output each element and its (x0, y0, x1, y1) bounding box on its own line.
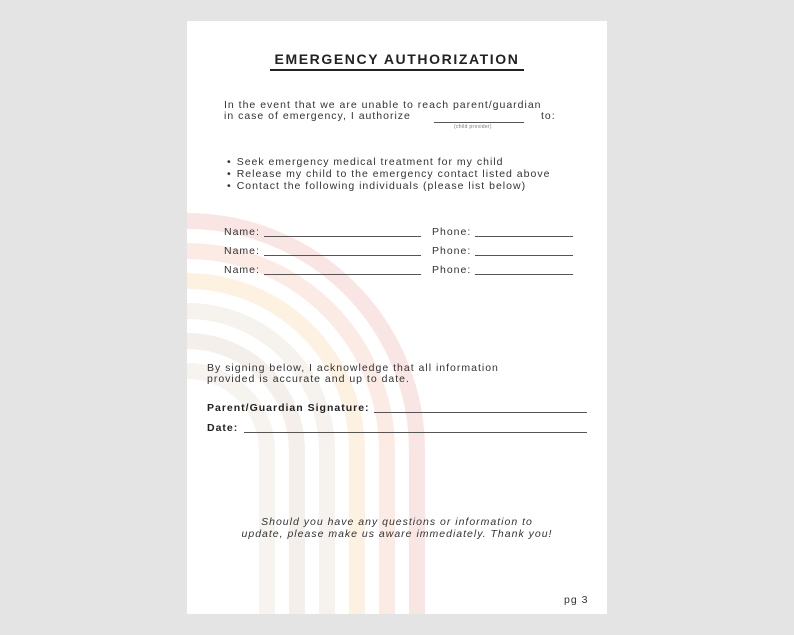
name-label-2: Name: (224, 245, 260, 257)
phone-field-2[interactable] (475, 255, 573, 256)
phone-label-2: Phone: (432, 245, 472, 257)
name-field-2[interactable] (264, 255, 421, 256)
page-title: EMERGENCY AUTHORIZATION (274, 51, 520, 67)
name-label-3: Name: (224, 264, 260, 276)
name-field-1[interactable] (264, 236, 421, 237)
footer-line-1: Should you have any questions or information to (261, 516, 533, 528)
phone-field-3[interactable] (475, 274, 573, 275)
list-item: • Contact the following individuals (please list below) (227, 180, 550, 192)
phone-label-3: Phone: (432, 264, 472, 276)
phone-label-1: Phone: (432, 226, 472, 238)
page-number: pg 3 (564, 594, 589, 606)
child-provider-caption: (child provider) (454, 124, 492, 130)
acknowledgement-line-1: By signing below, I acknowledge that all information (207, 362, 499, 374)
title-underline (270, 69, 524, 71)
acknowledgement-line-2: provided is accurate and up to date. (207, 373, 410, 385)
child-provider-field[interactable] (434, 122, 524, 123)
signature-label: Parent/Guardian Signature: (207, 402, 370, 414)
signature-field[interactable] (374, 412, 587, 413)
intro-to-text: to: (541, 110, 556, 122)
phone-field-1[interactable] (475, 236, 573, 237)
authorization-list (227, 156, 550, 192)
list-item: • Seek emergency medical treatment for my child (227, 156, 550, 168)
name-field-3[interactable] (264, 274, 421, 275)
form-page (187, 21, 607, 614)
intro-text-line-2: in case of emergency, I authorize (224, 110, 411, 122)
name-label-1: Name: (224, 226, 260, 238)
list-item: • Release my child to the emergency contact listed above (227, 168, 550, 180)
footer-line-2: update, please make us aware immediately. Thank you! (241, 528, 553, 540)
date-label: Date: (207, 422, 239, 434)
intro-text-line-1: In the event that we are unable to reach parent/guardian (224, 99, 542, 111)
date-field[interactable] (244, 432, 587, 433)
